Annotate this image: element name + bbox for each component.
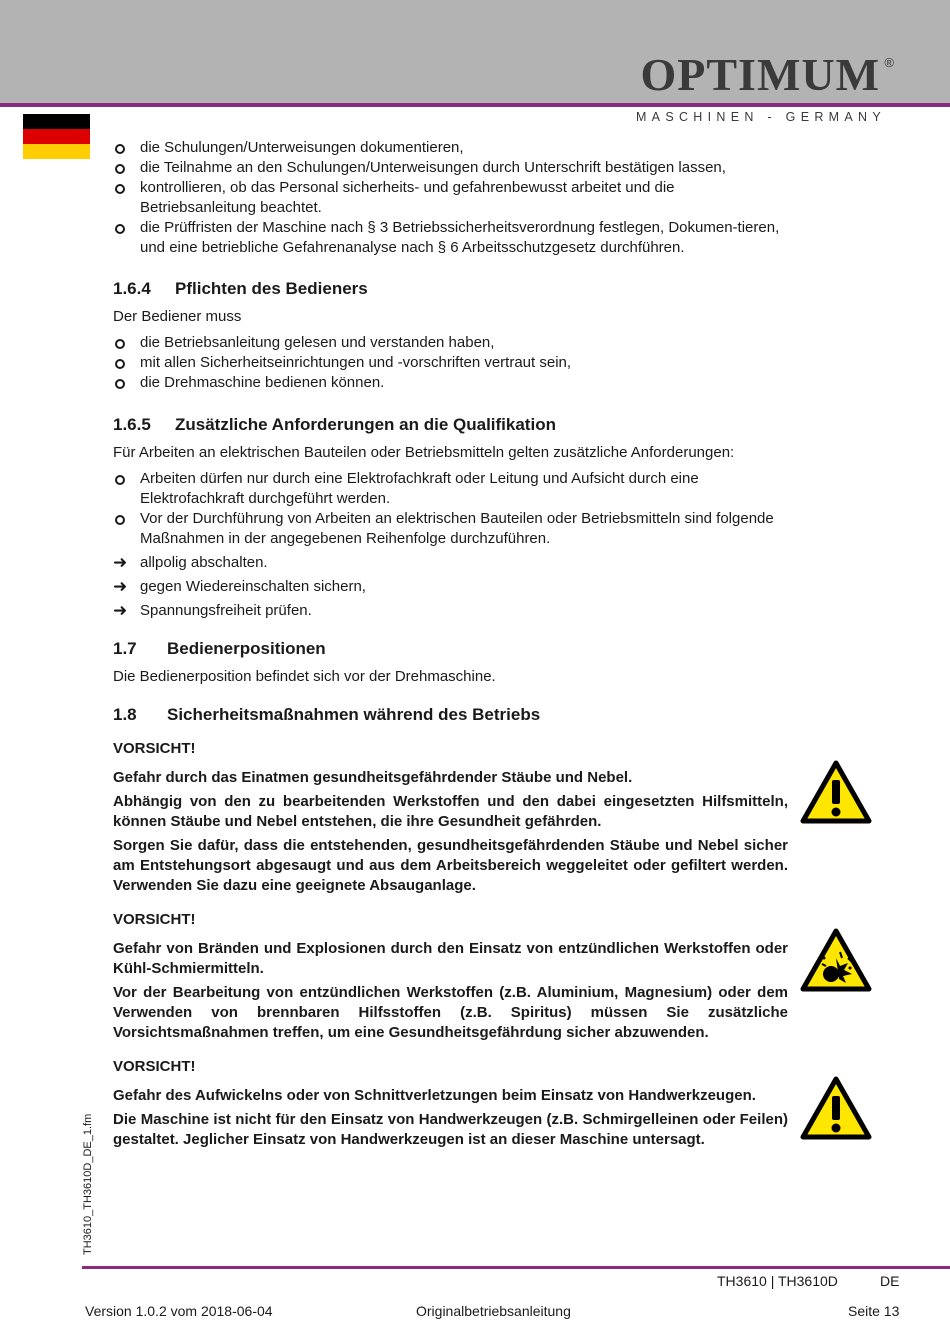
list-item: die Teilnahme an den Schulungen/Unterweisungen durch Unterschrift bestätigen lassen, (113, 158, 788, 178)
qualification-list (113, 469, 788, 549)
german-flag-icon (23, 114, 90, 159)
bullet-circle-icon (115, 164, 125, 174)
section-heading-1-8: 1.8 Sicherheitsmaßnahmen während des Betriebs (113, 705, 541, 724)
list-item: die Schulungen/Unterweisungen dokumentieren, (113, 138, 788, 158)
caution-text: Abhängig von den zu bearbeitenden Werkstoffen und den dabei eingesetzten Hilfsmitteln, können Stäube und Nebel entstehen, die ihre Gesundheit gefährden. (113, 793, 788, 830)
bullet-circle-icon (115, 339, 125, 349)
caution-text: Sorgen Sie dafür, dass die entstehenden, gesundheitsgefährdenden Stäube und Nebel sicher am Entstehungsort abgesaugt und aus dem Arbeitsbereich weggeleitet oder gefiltert werden. Verwenden Sie dazu eine geeignete Absauganlage. (113, 837, 788, 894)
arrow-right-icon: ➜ (113, 601, 128, 620)
optimum-logo: OPTIMUM (640, 49, 880, 100)
caution-text: Gefahr des Aufwickelns oder von Schnittverletzungen beim Einsatz von Handwerkzeugen. (113, 1087, 756, 1104)
list-item: Arbeiten dürfen nur durch eine Elektrofachkraft oder Leitung und Aufsicht durch eine Elektrofachkraft durchgeführt werden. (113, 469, 788, 509)
list-item: die Drehmaschine bedienen können. (113, 373, 788, 393)
footer-language: DE (880, 1273, 900, 1289)
bullet-circle-icon (115, 379, 125, 389)
operator-duties-list (113, 333, 788, 393)
bullet-circle-icon (115, 144, 125, 154)
sidebar-filename: TH3610_TH3610D_DE_1.fm (82, 1113, 94, 1255)
list-item: ➜ allpolig abschalten. (113, 553, 268, 572)
intro-bullet-list (113, 138, 788, 258)
bullet-circle-icon (115, 184, 125, 194)
caution-text: Gefahr von Bränden und Explosionen durch den Einsatz von entzündlichen Werkstoffen oder Kühl-Schmiermitteln. (113, 940, 788, 977)
section-text: Die Bedienerposition befindet sich vor der Drehmaschine. (113, 668, 496, 685)
footer-page-number: Seite 13 (848, 1303, 900, 1319)
section-heading-1-7: 1.7 Bedienerpositionen (113, 639, 326, 658)
bullet-circle-icon (115, 359, 125, 369)
list-item: mit allen Sicherheitseinrichtungen und -vorschriften vertraut sein, (113, 353, 788, 373)
logo-subtitle: MASCHINEN - GERMANY (635, 110, 886, 124)
registered-mark: ® (884, 55, 894, 70)
caution-label: VORSICHT! (113, 1058, 196, 1075)
section-intro: Für Arbeiten an elektrischen Bauteilen oder Betriebsmitteln gelten zusätzliche Anforderungen: (113, 444, 735, 461)
list-item: ➜ Spannungsfreiheit prüfen. (113, 601, 312, 620)
bullet-circle-icon (115, 224, 125, 234)
arrow-right-icon: ➜ (113, 553, 128, 572)
explosion-warning-icon (800, 928, 872, 992)
list-item: kontrollieren, ob das Personal sicherheits- und gefahrenbewusst arbeitet und die Betriebsanleitung beachtet. (113, 178, 788, 218)
section-heading-1-6-5: 1.6.5 Zusätzliche Anforderungen an die Qualifikation (113, 415, 556, 434)
arrow-right-icon: ➜ (113, 577, 128, 596)
footer-model: TH3610 | TH3610D (717, 1273, 838, 1289)
header-divider (0, 103, 950, 107)
footer-version: Version 1.0.2 vom 2018-06-04 (85, 1303, 273, 1319)
action-steps-list (113, 553, 788, 621)
bullet-circle-icon (115, 515, 125, 525)
caution-label: VORSICHT! (113, 911, 196, 928)
caution-text: Vor der Bearbeitung von entzündlichen Werkstoffen (z.B. Aluminium, Magnesium) oder dem Verwenden von brennbaren Hilfsstoffen (z.B. Spiritus) müssen Sie zusätzliche Vorsichtsmaßnahmen treffen, um eine Gesundheitsgefährdung sicher abzuwenden. (113, 984, 788, 1041)
list-item: die Betriebsanleitung gelesen und verstanden haben, (113, 333, 788, 353)
footer-document-type: Originalbetriebsanleitung (416, 1303, 571, 1319)
warning-triangle-icon (800, 760, 872, 824)
caution-text: Gefahr durch das Einatmen gesundheitsgefährdender Stäube und Nebel. (113, 769, 633, 786)
list-item: ➜ gegen Wiedereinschalten sichern, (113, 577, 366, 596)
section-heading-1-6-4: 1.6.4 Pflichten des Bedieners (113, 279, 368, 298)
list-item: die Prüffristen der Maschine nach § 3 Betriebssicherheitsverordnung festlegen, Dokumen-tieren, und eine betriebliche Gefahrenanalyse nach § 6 Arbeitsschutzgesetz durchführen. (113, 218, 788, 258)
caution-block-fire (113, 910, 788, 1043)
main-content (113, 138, 788, 1154)
caution-block-dust (113, 739, 788, 896)
footer-divider (82, 1266, 950, 1269)
caution-label: VORSICHT! (113, 740, 196, 757)
caution-block-handtools (113, 1057, 788, 1150)
caution-text: Die Maschine ist nicht für den Einsatz von Handwerkzeugen (z.B. Schmirgelleinen oder Feilen) gestaltet. Jeglicher Einsatz von Handwerkzeugen ist an dieser Maschine untersagt. (113, 1111, 788, 1148)
bullet-circle-icon (115, 475, 125, 485)
list-item: Vor der Durchführung von Arbeiten an elektrischen Bauteilen oder Betriebsmitteln sind folgende Maßnahmen in der angegebenen Reihenfolge durchzuführen. (113, 509, 788, 549)
section-intro: Der Bediener muss (113, 308, 242, 325)
warning-triangle-icon (800, 1076, 872, 1140)
